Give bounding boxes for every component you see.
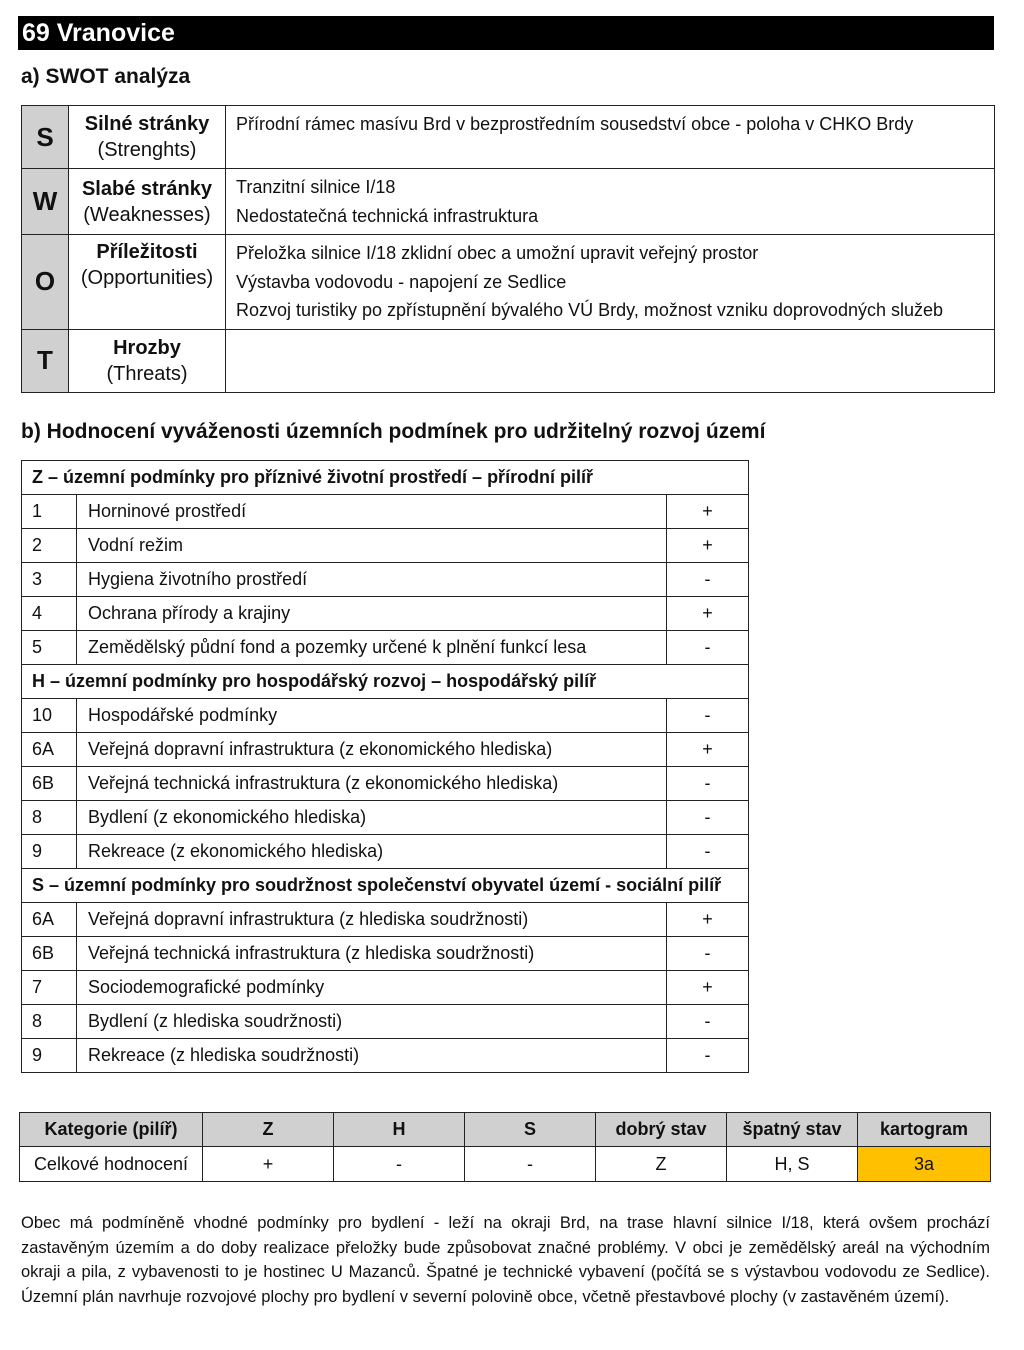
row-number: 10	[22, 699, 77, 733]
swot-items	[226, 169, 995, 235]
section-row	[22, 665, 749, 699]
header-dobry-stav: dobrý stav	[596, 1113, 727, 1147]
row-number: 6A	[22, 903, 77, 937]
section-row	[22, 461, 749, 495]
row-name: Bydlení (z ekonomického hlediska)	[77, 801, 667, 835]
row-number: 7	[22, 971, 77, 1005]
swot-row-w	[22, 169, 995, 235]
table-row	[22, 835, 749, 869]
row-name: Sociodemografické podmínky	[77, 971, 667, 1005]
swot-letter: W	[22, 169, 69, 235]
swot-items	[226, 329, 995, 392]
row-name: Horninové prostředí	[77, 495, 667, 529]
header-z: Z	[203, 1113, 334, 1147]
swot-item: Výstavba vodovodu - napojení ze Sedlice	[236, 271, 567, 292]
table-row	[22, 733, 749, 767]
table-row	[22, 937, 749, 971]
row-name: Veřejná technická infrastruktura (z ekonomického hlediska)	[77, 767, 667, 801]
summary-paragraph: Obec má podmíněně vhodné podmínky pro bydlení - leží na okraji Brd, na trase hlavní silnice I/18, která ovšem prochází zastavěným územím a do doby realizace přeložky bude způsobovat značné problémy. V obci je zemědělský areál na východním okraji a pila, z vybavenosti to je hostinec U Mazanců. Špatné je technické vybavení (počítá se s výstavbou vodovodu ze Sedlice). Územní plán navrhuje rozvojové plochy pro bydlení v severní polovině obce, včetně přestavbové plochy (v zastavěném území).	[21, 1214, 990, 1306]
row-name: Veřejná dopravní infrastruktura (z ekonomického hlediska)	[77, 733, 667, 767]
header-kartogram: kartogram	[858, 1113, 991, 1147]
swot-row-s	[22, 106, 995, 169]
swot-label-cz: Slabé stránky	[81, 177, 213, 200]
row-name: Hospodářské podmínky	[77, 699, 667, 733]
swot-row-o	[22, 235, 995, 330]
swot-item: Přeložka silnice I/18 zklidní obec a umožní upravit veřejný prostor	[236, 243, 759, 263]
swot-table	[21, 105, 995, 393]
row-value: -	[667, 767, 749, 801]
swot-item: Rozvoj turistiky po zpřístupnění bývalého VÚ Brdy, možnost vzniku doprovodných služeb	[236, 300, 944, 320]
table-row	[22, 801, 749, 835]
row-name: Hygiena životního prostředí	[77, 563, 667, 597]
row-name: Rekreace (z hlediska soudržnosti)	[77, 1039, 667, 1073]
section-title: H – územní podmínky pro hospodářský rozvoj – hospodářský pilíř	[22, 665, 749, 699]
cell-spatny-stav: H, S	[727, 1147, 858, 1182]
row-number: 4	[22, 597, 77, 631]
row-number: 9	[22, 1039, 77, 1073]
swot-heading: a) SWOT analýza	[21, 65, 191, 88]
swot-label-en: (Opportunities)	[80, 267, 214, 289]
row-value: +	[667, 495, 749, 529]
row-number: 6B	[22, 767, 77, 801]
table-row	[22, 699, 749, 733]
row-name: Veřejná dopravní infrastruktura (z hlediska soudržnosti)	[77, 903, 667, 937]
row-number: 1	[22, 495, 77, 529]
swot-items	[226, 235, 995, 330]
table-row	[22, 903, 749, 937]
balance-table	[21, 460, 749, 1073]
row-value: +	[667, 733, 749, 767]
table-row	[22, 631, 749, 665]
swot-label-cz: Hrozby	[113, 336, 181, 359]
row-value: -	[667, 563, 749, 597]
swot-label-en: (Strenghts)	[97, 139, 197, 161]
table-row	[22, 563, 749, 597]
table-row	[22, 597, 749, 631]
swot-item: Nedostatečná technická infrastruktura	[236, 205, 539, 226]
row-number: 2	[22, 529, 77, 563]
header-spatny-stav: špatný stav	[727, 1113, 858, 1147]
table-row	[22, 529, 749, 563]
header-kategorie: Kategorie (pilíř)	[20, 1113, 203, 1147]
table-row	[22, 1005, 749, 1039]
row-number: 6B	[22, 937, 77, 971]
category-header-row	[20, 1113, 991, 1147]
row-number: 6A	[22, 733, 77, 767]
header-s: S	[465, 1113, 596, 1147]
section-row	[22, 869, 749, 903]
cell-h: -	[334, 1147, 465, 1182]
cell-z: +	[203, 1147, 334, 1182]
category-value-row	[20, 1147, 991, 1182]
row-value: -	[667, 937, 749, 971]
cell-celkove-hodnoceni: Celkové hodnocení	[20, 1147, 203, 1182]
swot-row-t	[22, 329, 995, 392]
section-title: S – územní podmínky pro soudržnost společenství obyvatel území - sociální pilíř	[22, 869, 749, 903]
row-value: +	[667, 597, 749, 631]
swot-item: Přírodní rámec masívu Brd v bezprostředním sousedství obce - poloha v CHKO Brdy	[236, 114, 914, 134]
row-number: 8	[22, 801, 77, 835]
swot-letter: S	[22, 106, 69, 169]
table-row	[22, 767, 749, 801]
row-value: -	[667, 699, 749, 733]
row-value: +	[667, 971, 749, 1005]
category-table	[19, 1112, 991, 1182]
row-number: 9	[22, 835, 77, 869]
swot-label-en: (Weaknesses)	[83, 203, 211, 226]
table-row	[22, 1039, 749, 1073]
swot-label	[69, 329, 226, 392]
row-name: Veřejná technická infrastruktura (z hlediska soudržnosti)	[77, 937, 667, 971]
swot-label-cz: Silné stránky	[84, 113, 210, 135]
swot-letter: O	[22, 235, 69, 330]
row-value: -	[667, 1039, 749, 1073]
row-name: Bydlení (z hlediska soudržnosti)	[77, 1005, 667, 1039]
swot-label	[69, 235, 226, 330]
cell-kartogram: 3a	[858, 1147, 991, 1182]
page-title: 69 Vranovice	[18, 16, 994, 50]
swot-letter: T	[22, 329, 69, 392]
swot-items	[226, 106, 995, 169]
section-title: Z – územní podmínky pro příznivé životní prostředí – přírodní pilíř	[22, 461, 749, 495]
row-number: 5	[22, 631, 77, 665]
row-name: Zemědělský půdní fond a pozemky určené k plnění funkcí lesa	[77, 631, 667, 665]
table-row	[22, 495, 749, 529]
cell-dobry-stav: Z	[596, 1147, 727, 1182]
row-name: Vodní režim	[77, 529, 667, 563]
row-number: 8	[22, 1005, 77, 1039]
swot-item: Tranzitní silnice I/18	[236, 177, 396, 197]
row-value: -	[667, 801, 749, 835]
row-name: Rekreace (z ekonomického hlediska)	[77, 835, 667, 869]
balance-heading: b) Hodnocení vyváženosti územních podmínek pro udržitelný rozvoj území	[21, 420, 766, 443]
row-value: -	[667, 835, 749, 869]
cell-s: -	[465, 1147, 596, 1182]
swot-label	[69, 169, 226, 235]
row-value: +	[667, 529, 749, 563]
table-row	[22, 971, 749, 1005]
swot-label-cz: Příležitosti	[96, 241, 198, 263]
row-name: Ochrana přírody a krajiny	[77, 597, 667, 631]
row-value: -	[667, 631, 749, 665]
row-value: +	[667, 903, 749, 937]
row-number: 3	[22, 563, 77, 597]
swot-label	[69, 106, 226, 169]
swot-label-en: (Threats)	[106, 362, 188, 385]
header-h: H	[334, 1113, 465, 1147]
row-value: -	[667, 1005, 749, 1039]
